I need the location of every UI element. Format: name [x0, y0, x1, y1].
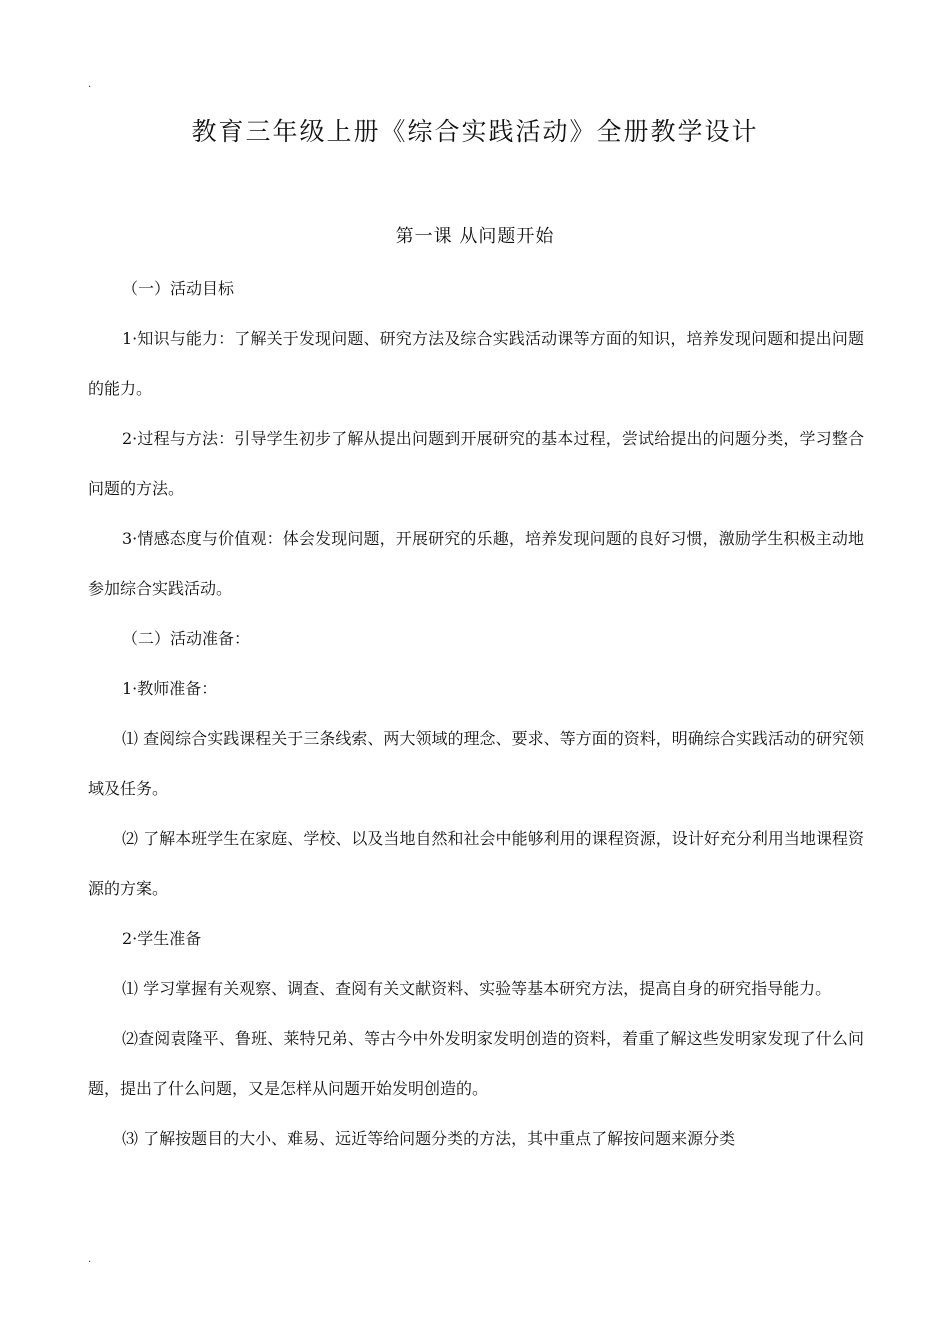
subheading-student-prep: 2·学生准备 [122, 929, 202, 948]
subheading-teacher-prep: 1·教师准备： [122, 679, 218, 698]
paragraph-process: 2·过程与方法：引导学生初步了解从提出问题到开展研究的基本过程，尝试给提出的问题分类，学习整合问题的方法。 [88, 429, 864, 498]
paragraph-knowledge: 1·知识与能力：了解关于发现问题、研究方法及综合实践活动课等方面的知识，培养发现问题和提出问题的能力。 [88, 329, 864, 398]
document-title: 教育三年级上册《综合实践活动》全册教学设计 [191, 117, 759, 146]
document-body [88, 264, 864, 1164]
lesson-title: 第一课 从问题开始 [395, 226, 555, 247]
page-mark-bottom: . [88, 1254, 92, 1265]
page-mark-top: . [88, 79, 92, 90]
paragraph-attitude: 3·情感态度与价值观：体会发现问题，开展研究的乐趣，培养发现问题的良好习惯，激励学生积极主动地参加综合实践活动。 [88, 529, 864, 598]
paragraph-teacher-1: ⑴ 查阅综合实践课程关于三条线索、两大领域的理念、要求、等方面的资料，明确综合实践活动的研究领域及任务。 [88, 729, 864, 798]
paragraph-student-3: ⑶ 了解按题目的大小、难易、远近等给问题分类的方法，其中重点了解按问题来源分类 [122, 1129, 736, 1148]
paragraph-teacher-2: ⑵ 了解本班学生在家庭、学校、以及当地自然和社会中能够利用的课程资源，设计好充分利用当地课程资源的方案。 [88, 829, 864, 898]
paragraph-student-2: ⑵查阅袁隆平、鲁班、莱特兄弟、等古今中外发明家发明创造的资料，着重了解这些发明家发现了什么问题，提出了什么问题，又是怎样从问题开始发明创造的。 [88, 1029, 864, 1098]
paragraph-student-1: ⑴ 学习掌握有关观察、调查、查阅有关文献资料、实验等基本研究方法，提高自身的研究指导能力。 [122, 979, 832, 998]
section-heading-goals: （一）活动目标 [122, 279, 235, 298]
section-heading-preparation: （二）活动准备： [122, 629, 251, 648]
